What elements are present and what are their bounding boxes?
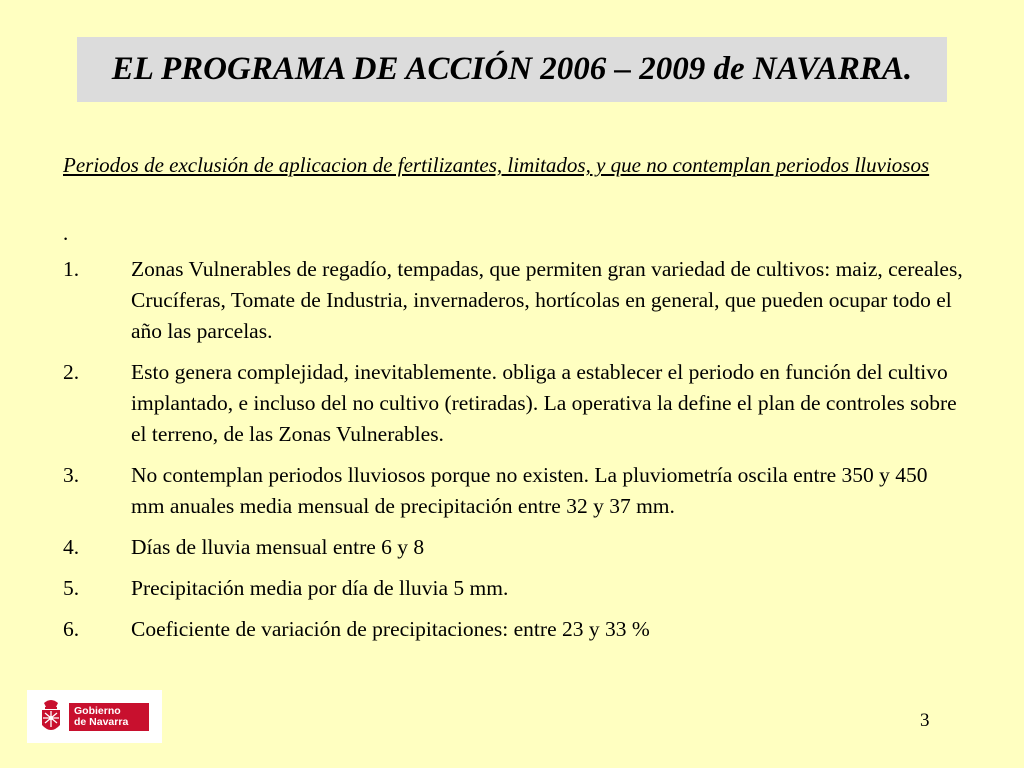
- slide-subtitle: Periodos de exclusión de aplicacion de fertilizantes, limitados, y que no contemplan periodos lluviosos: [63, 153, 930, 177]
- list-item-text: Precipitación media por día de lluvia 5 mm.: [131, 576, 509, 600]
- list-item-number: 4.: [63, 535, 80, 559]
- list-item: [63, 532, 963, 563]
- navarra-coat-of-arms-icon: [39, 697, 63, 737]
- logo-line1: Gobierno: [74, 704, 121, 717]
- list-item: [63, 254, 963, 347]
- gobierno-navarra-logo: [27, 690, 162, 743]
- list-item-number: 2.: [63, 360, 80, 384]
- bullet-list: [63, 254, 963, 655]
- list-item: [63, 357, 963, 450]
- list-item-text: Zonas Vulnerables de regadío, tempadas, que permiten gran variedad de cultivos: maiz, cereales, Crucíferas, Tomate de Industria, invernaderos, hortícolas en general, que pueden ocupar todo el año las parcelas.: [131, 257, 963, 343]
- list-item-text: No contemplan periodos lluviosos porque no existen. La pluviometría oscila entre 350 y 450 mm anuales media mensual de precipitación entre 32 y 37 mm.: [131, 463, 928, 518]
- list-item-number: 6.: [63, 617, 80, 641]
- list-item-number: 5.: [63, 576, 80, 600]
- slide-title: EL PROGRAMA DE ACCIÓN 2006 – 2009 de NAVARRA.: [111, 51, 913, 87]
- list-item-number: 1.: [63, 257, 80, 281]
- list-item-text: Coeficiente de variación de precipitaciones: entre 23 y 33 %: [131, 617, 650, 641]
- logo-line2: de Navarra: [74, 715, 129, 728]
- list-item-text: Esto genera complejidad, inevitablemente. obliga a establecer el periodo en función del cultivo implantado, e incluso del no cultivo (retiradas). La operativa la define el plan de controles sobre el terreno, de las Zonas Vulnerables.: [131, 360, 957, 446]
- list-item: [63, 460, 963, 522]
- list-item: [63, 573, 963, 604]
- list-item-text: Días de lluvia mensual entre 6 y 8: [131, 535, 425, 559]
- title-box: [77, 37, 947, 102]
- page-number: 3: [920, 710, 930, 731]
- logo-text: [69, 703, 149, 731]
- separator-dot: .: [63, 221, 69, 245]
- list-item-number: 3.: [63, 463, 80, 487]
- list-item: [63, 614, 963, 645]
